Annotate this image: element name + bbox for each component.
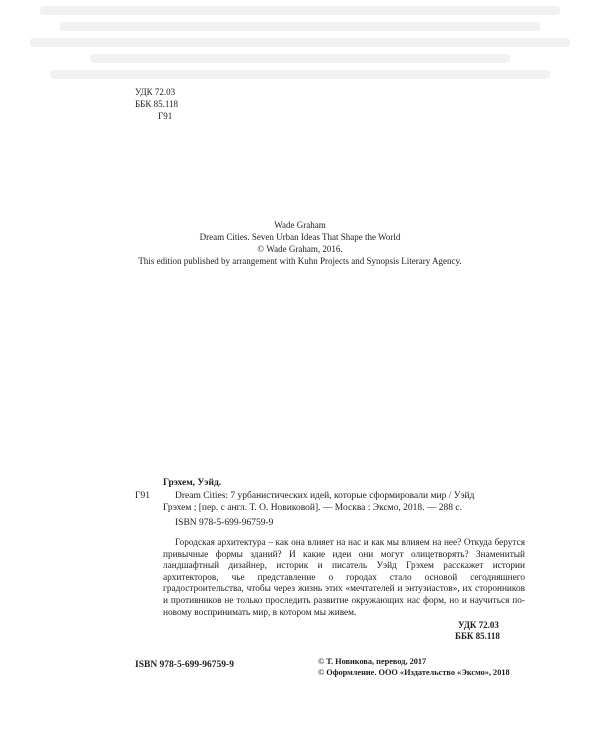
bbk-top: ББК 85.118: [135, 99, 179, 109]
rights-notice: This edition published by arrangement with Kuhn Projects and Synopsis Literary Agency.: [138, 256, 462, 266]
catalog-heading: Грэхем, Уэйд.: [163, 478, 222, 488]
copyright-design: © Оформление. ООО «Издательство «Эксмо», 2018: [318, 668, 510, 677]
catalog-author-mark: Г91: [135, 491, 150, 501]
catalog-description-line-2: Грэхем ; [пер. с англ. Т. О. Новиковой]. — Москва : Эксмо, 2018. — 288 с.: [163, 503, 463, 513]
original-title: Dream Cities. Seven Urban Ideas That Shape the World: [199, 232, 401, 242]
copyright-translation: © Т. Новикова, перевод, 2017: [318, 657, 427, 666]
catalog-isbn: ISBN 978-5-699-96759-9: [175, 518, 274, 528]
catalog-description-line-1: Dream Cities: 7 урбанистических идей, которые сформировали мир / Уэйд: [175, 491, 475, 501]
original-copyright: © Wade Graham, 2016.: [257, 244, 343, 254]
catalog-bbk: ББК 85.118: [455, 631, 500, 641]
bleed-through-texture: [0, 0, 600, 90]
udk-top: УДК 72.03: [135, 87, 176, 97]
footer-isbn: ISBN 978-5-699-96759-9: [135, 660, 234, 670]
original-author: Wade Graham: [274, 220, 326, 230]
author-mark-top: Г91: [158, 111, 173, 121]
catalog-udk: УДК 72.03: [458, 620, 499, 630]
catalog-annotation: Городская архитектура – как она влияет на нас и как мы влияем на нее? Откуда берутся привычные формы зданий? И какие идеи они могут олицетворять? Знаменитый ландшафтный дизайнер, историк и писатель Уэйд Грэхем расскажет истории архитекторов, чье представление о городах стало основой сегодняшнего градостроительства, чтобы через жизнь этих «мечтателей и энтузиастов», их сторонников и противников не только проследить развитие окружающих нас форм, но и научиться по-новому воспринимать мир, в котором мы живем.: [163, 538, 525, 618]
